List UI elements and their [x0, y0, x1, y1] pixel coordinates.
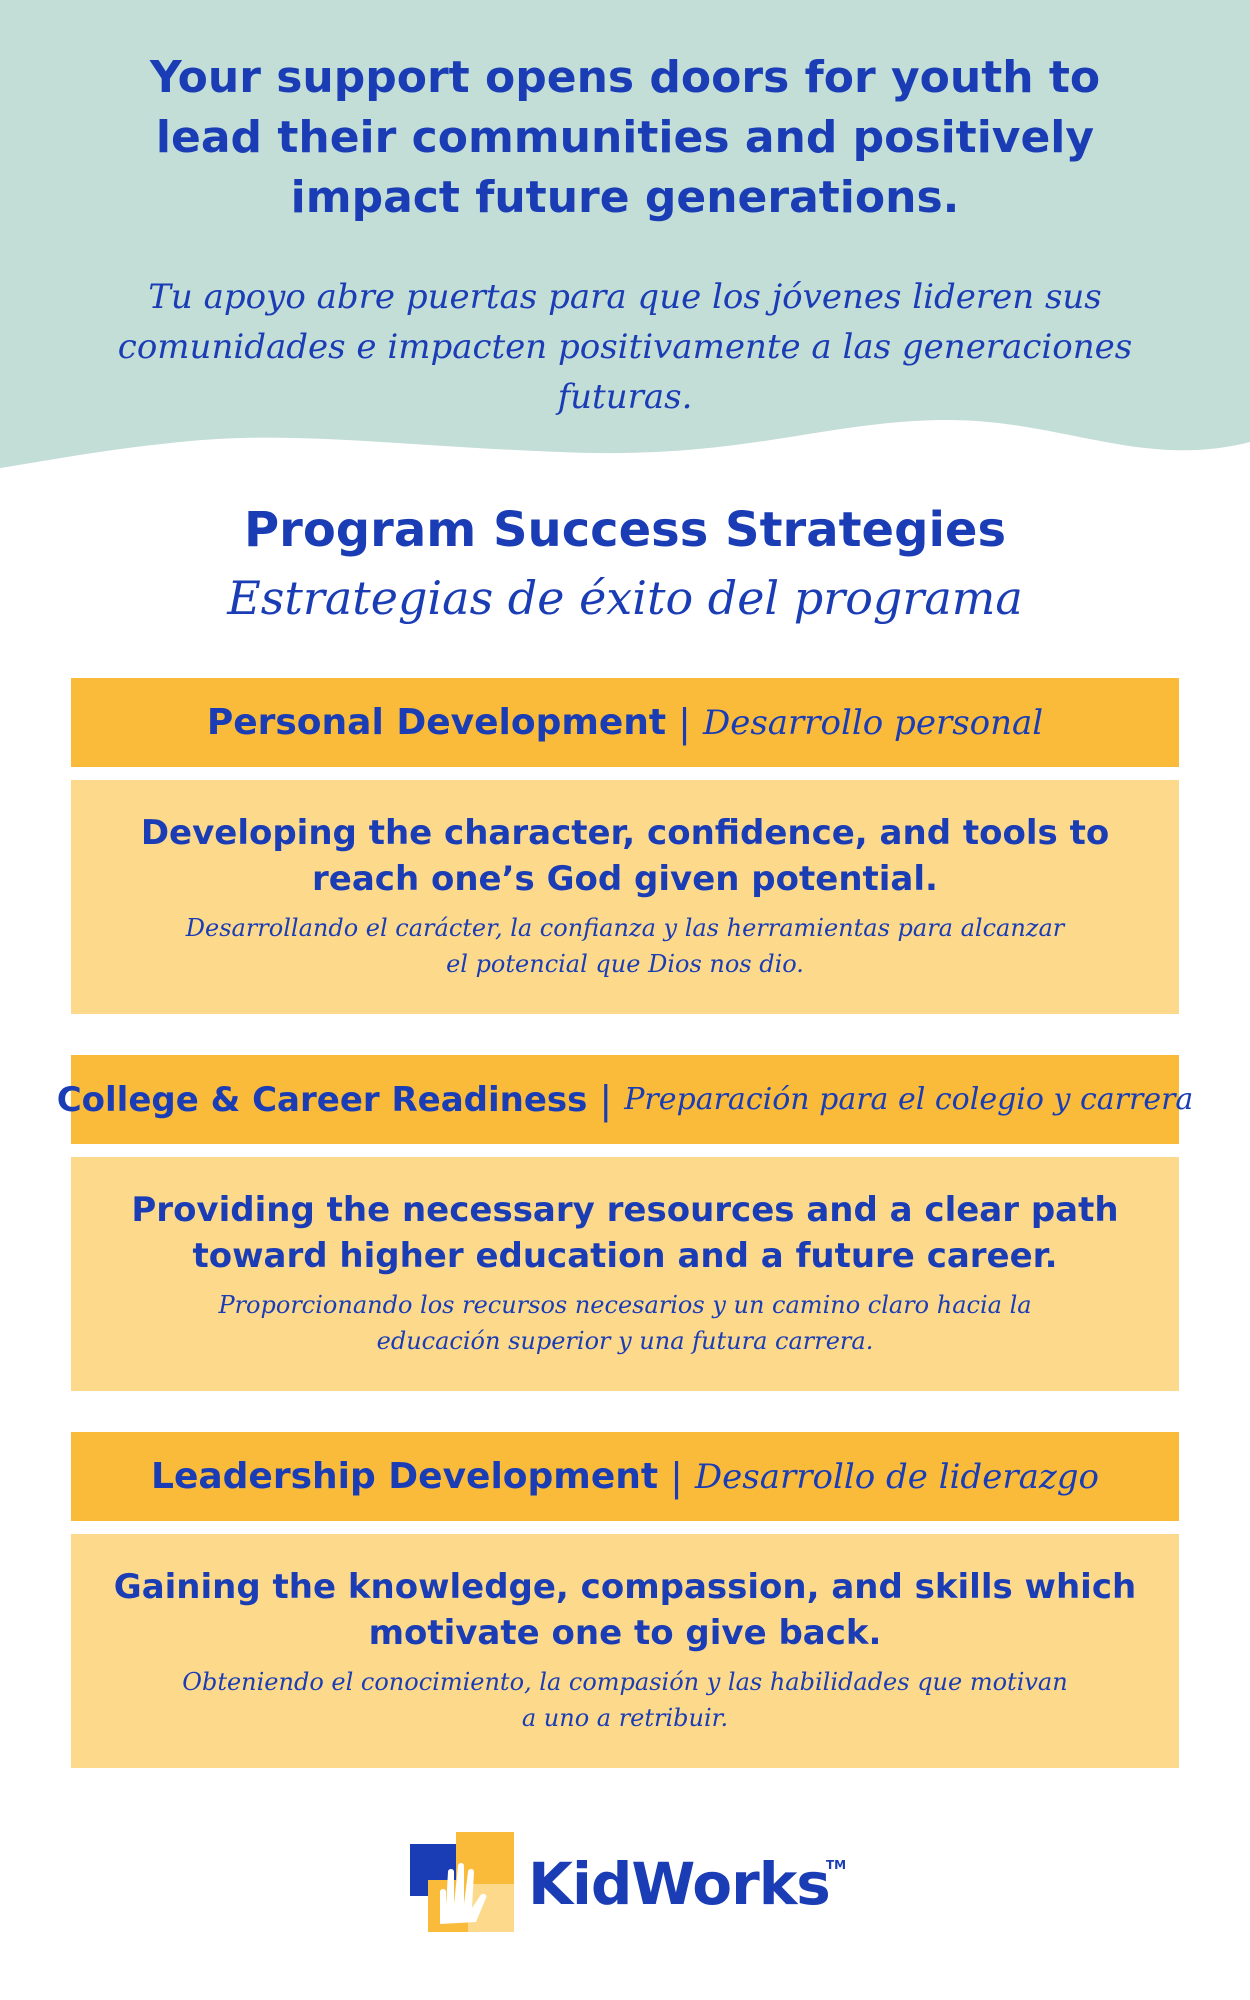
strategy-title-es: Desarrollo de liderazgo [694, 1456, 1099, 1497]
strategy-card-college-career [71, 1157, 1179, 1391]
strategy-title-es: Preparación para el colegio y carrera [624, 1082, 1194, 1117]
title-separator: | [599, 1077, 613, 1122]
section-subtitle: Estrategias de éxito del programa [227, 571, 1023, 625]
strategy-card-leadership-development [71, 1534, 1179, 1768]
strategy-description-es: Desarrollando el carácter, la confianza y las herramientas para alcanzar el potencial que Dios nos dio. [185, 914, 1065, 978]
strategy-title-en: College & Career Readiness [56, 1079, 588, 1120]
hero-section [0, 0, 1250, 480]
title-separator: | [678, 700, 691, 745]
strategy-title-en: Leadership Development [151, 1456, 659, 1497]
strategy-title-en: Personal Development [206, 702, 667, 743]
strategy-card-personal-development [71, 780, 1179, 1014]
section-title: Program Success Strategies [243, 502, 1007, 558]
strategy-title-es: Desarrollo personal [702, 702, 1044, 743]
strategy-header-personal-development [71, 678, 1179, 767]
hero-title: Your support opens doors for youth to lead their communities and positively impact future generations. [149, 52, 1101, 223]
strategy-description-en: Developing the character, confidence, and tools to reach one’s God given potential. [140, 813, 1110, 899]
hero-subtitle: Tu apoyo abre puertas para que los jóvenes lideren sus comunidades e impacten positivamente a las generaciones futuras. [117, 277, 1133, 417]
strategy-description-en: Gaining the knowledge, compassion, and skills which motivate one to give back. [113, 1567, 1137, 1653]
trademark-symbol: TM [826, 1858, 847, 1872]
title-separator: | [670, 1454, 683, 1499]
hand-logo-icon [410, 1832, 514, 1932]
strategy-header-leadership-development [71, 1432, 1179, 1521]
kidworks-logo [410, 1832, 850, 1932]
logo-wordmark: KidWorks [528, 1850, 830, 1918]
strategy-description-en: Providing the necessary resources and a clear path toward higher education and a future career. [131, 1190, 1119, 1276]
strategy-description-es: Proporcionando los recursos necesarios y un camino claro hacia la educación superior y una futura carrera. [218, 1291, 1032, 1355]
strategy-header-college-career [56, 1055, 1194, 1144]
strategy-description-es: Obteniendo el conocimiento, la compasión y las habilidades que motivan a uno a retribuir. [182, 1668, 1068, 1732]
